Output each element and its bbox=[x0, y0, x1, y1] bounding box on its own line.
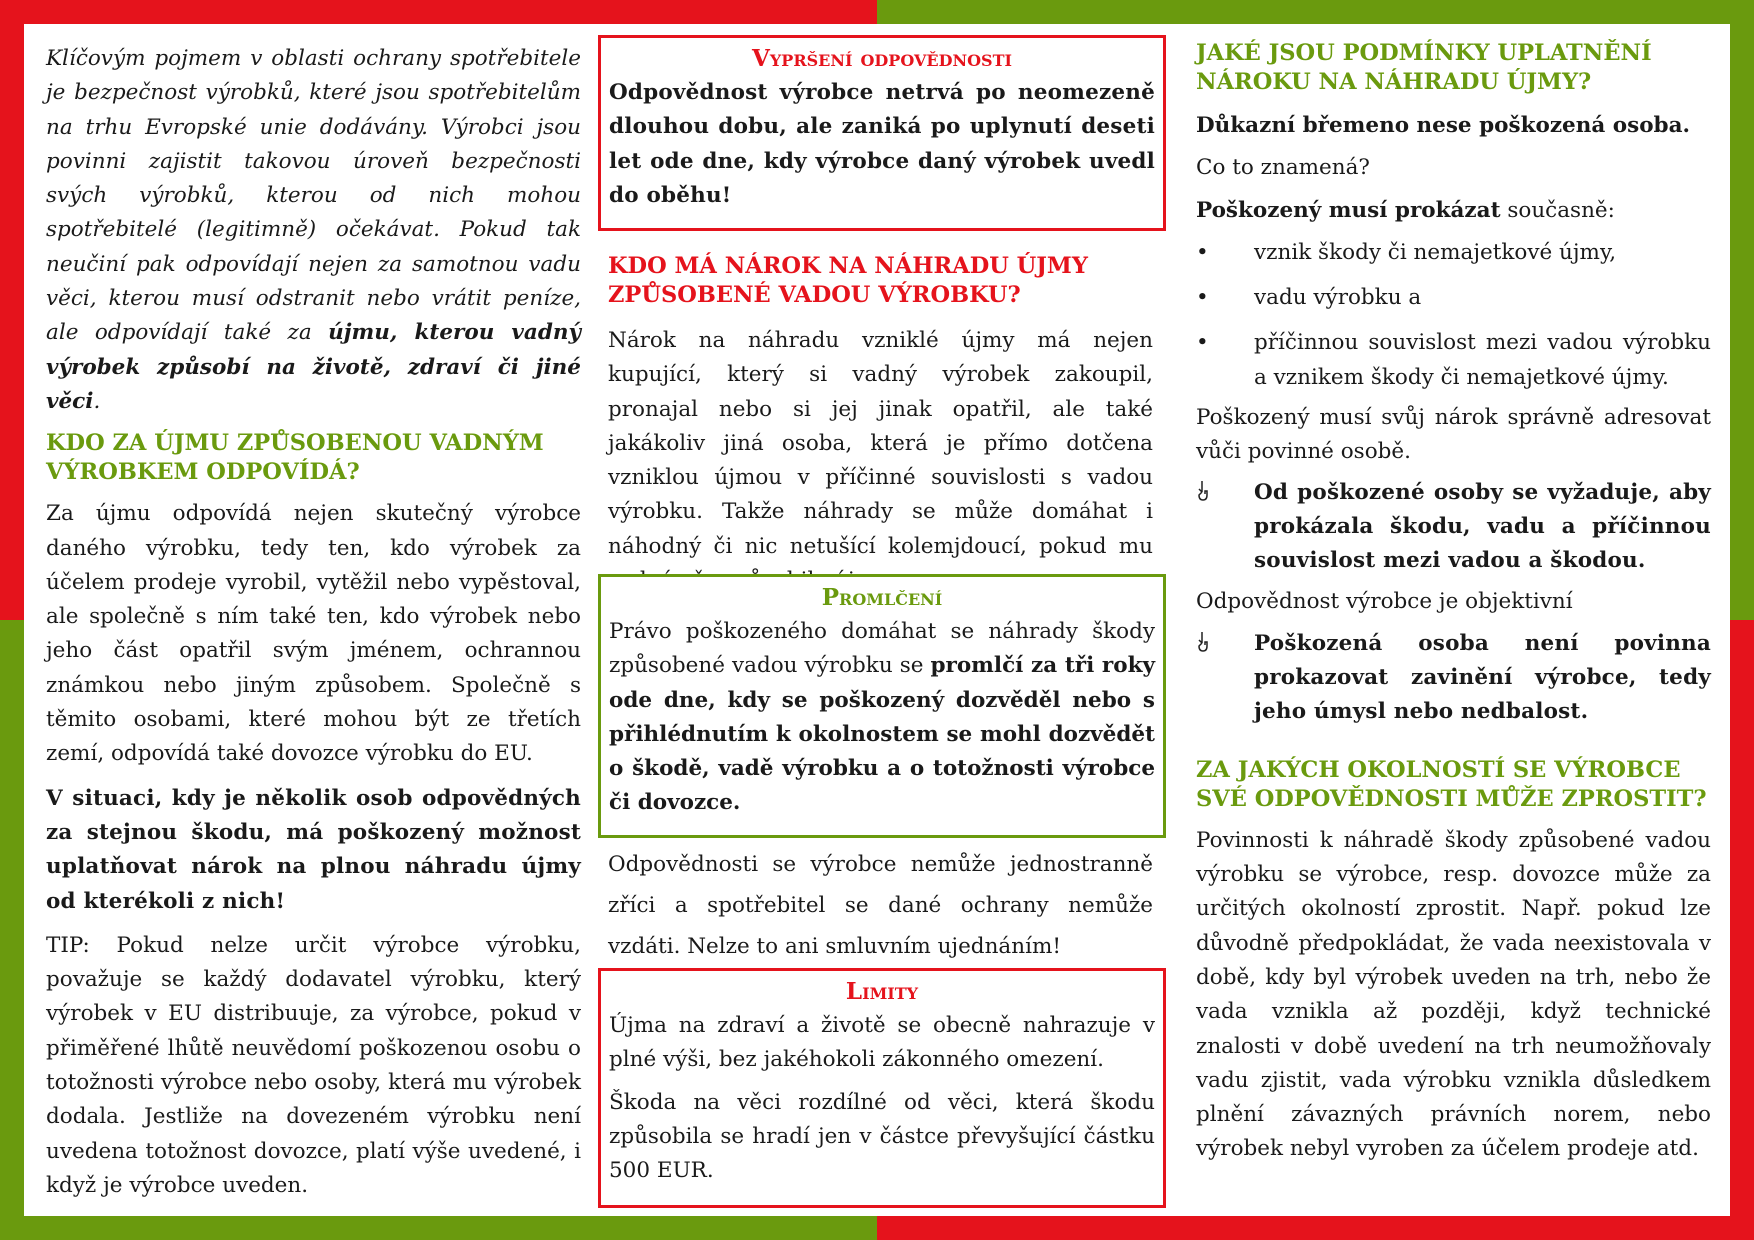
frame-bottom-right bbox=[877, 1216, 1754, 1240]
frame-left-bottom bbox=[0, 620, 24, 1240]
tip-paragraph: TIP: Pokud nelze určit výrobce výrobku, považuje se každý dodavatel výrobku, který výrobek v EU distribuuje, za výrobce, pokud v přiměřené lhůtě neuvědomí poškozenou osobu o totožnosti výrobce nebo osoby, která mu výrobek dodala. Jestliže na dovezeném výrobku není uvedena totožnost dovozce, platí výše uvedené, i když je výrobce uveden. bbox=[46, 932, 581, 1198]
hand-list-2 bbox=[1196, 627, 1711, 730]
burden-of-proof: Důkazní břemeno nese poškozená osoba. bbox=[1196, 113, 1690, 138]
box-expiry-title: Vypršení odpovědnosti bbox=[752, 45, 1012, 72]
column-left bbox=[46, 24, 581, 1203]
bullet-icon: • bbox=[1196, 330, 1209, 356]
box-expiry bbox=[598, 35, 1166, 231]
list-item: Od poškozené osoby se vyžaduje, aby prokázala škodu, vadu a příčinnou souvislost mezi vadou a škodou. bbox=[1196, 476, 1711, 579]
frame-left-top bbox=[0, 0, 24, 620]
hand-pointer-icon bbox=[1196, 476, 1210, 510]
frame-right-top bbox=[1730, 0, 1754, 620]
must-prove-intro: Poškozený musí prokázat současně: bbox=[1196, 197, 1615, 223]
list-item: • vadu výrobku a bbox=[1196, 281, 1711, 315]
box-expiry-text: Odpovědnost výrobce netrvá po neomezeně dlouhou dobu, ale zaniká po uplynutí deseti let ode dne, kdy výrobce daný výrobek uvedl do oběhu! bbox=[609, 80, 1155, 208]
box-limitation-text: Právo poškozeného domáhat se náhrady škody způsobené vadou výrobku se promlčí za tři roky ode dne, kdy se poškozený dozvěděl nebo s přihlédnutím k okolnostem se mohl dozvědět o škodě, vadě výrobku a o totožnosti výrobce či dovozce. bbox=[609, 619, 1155, 816]
frame-top-left bbox=[0, 0, 877, 24]
box-limits-text-1: Újma na zdraví a životě se obecně nahrazuje v plné výši, bez jakéhokoli zákonného omezení. bbox=[609, 1013, 1155, 1073]
hand-list-1 bbox=[1196, 476, 1711, 579]
frame-bottom-left bbox=[0, 1216, 877, 1240]
question-meaning: Co to znamená? bbox=[1196, 155, 1370, 181]
frame-right-bottom bbox=[1730, 620, 1754, 1240]
heading-who-entitled: KDO MÁ NÁROK NA NÁHRADU ÚJMY ZPŮSOBENÉ VADOU VÝROBKU? bbox=[608, 253, 1088, 308]
list-item: Poškozená osoba není povinna prokazovat zavinění výrobce, tedy jeho úmysl nebo nedbalost. bbox=[1196, 627, 1711, 730]
para-entitlement: Nárok na náhradu vzniklé újmy má nejen kupující, který si vadný výrobek zakoupil, pronajal nebo si jej jinak opatřil, ale také jakákoliv jiná osoba, která je přímo dotčena vzniklou újmou v příčinné souvislosti s vadou výrobku. Takže náhrady se může domáhat i náhodný či nic netušící kolemjdoucí, pokud mu bbox=[608, 328, 1153, 559]
box-limitation-bold: promlčí za tři roky ode dne, kdy se poškozený dozvěděl nebo s přihlédnutím k okolnostem se mohl dozvědět o škodě, vadě výrobku a o totožnosti výrobce či dovozce. bbox=[609, 653, 1155, 816]
box-limitation bbox=[598, 574, 1166, 838]
hand-pointer-icon bbox=[1196, 627, 1210, 661]
para-liable-parties: Za újmu odpovídá nejen skutečný výrobce daného výrobku, tedy ten, kdo výrobek za účelem prodeje vyrobil, vytěžil nebo vypěstoval, ale společně s ním také ten, kdo výrobek nebo jeho část opatřil svým jménem, ochrannou známkou nebo jiným způsobem. Společně s těmito osobami, které mohou být ze třetích zemí, odpovídá také dovozce výrobku do EU. bbox=[46, 501, 581, 767]
para-no-waiver: Odpovědnosti se výrobce nemůže jednostranně zříci a spotřebitel se dané ochrany nemůže vzdáti. Nelze to ani smluvním ujednáním! bbox=[608, 852, 1153, 959]
list-item: • příčinnou souvislost mezi vadou výrobku a vznikem škody či nemajetkové újmy. bbox=[1196, 326, 1711, 395]
bullet-icon: • bbox=[1196, 239, 1209, 265]
leaflet-page bbox=[24, 24, 1730, 1212]
must-prove-bold: Poškozený musí prokázat bbox=[1196, 197, 1501, 223]
heading-who-liable: KDO ZA ÚJMU ZPŮSOBENOU VADNÝM VÝROBKEM ODPOVÍDÁ? bbox=[46, 430, 544, 486]
intro-paragraph: Klíčovým pojmem v oblasti ochrany spotřebitele je bezpečnost výrobků, které jsou spotřebitelům na trhu Evropské unie dodávány. Výrobci jsou povinni zajistit takovou úroveň bezpečnosti svých výrobků, kterou od nich mohou spotřebitelé (legitimně) očekávat. Pokud tak neučiní pak odpovídají nejen za samotnou vadu věci, kterou musí odstranit nebo vrátit peníze, ale odpovídají také za újmu, kterou vadný výrobek způsobí na životě, zdraví či jiné věci. bbox=[46, 46, 582, 414]
para-multiple-persons: V situaci, kdy je několik osob odpovědných za stejnou škodu, má poškozený možnost uplatňovat nárok na plnou náhradu újmy od kterékoli z nich! bbox=[46, 785, 581, 914]
column-right bbox=[1196, 24, 1711, 1167]
para-exemption: Povinnosti k náhradě škody způsobené vadou výrobku se výrobce, resp. dovozce může za určitých okolností zprostit. Např. pokud lze důvodně předpokládat, že vada neexistovala v době, kdy byl výrobek uveden na trh, nebo že vada vznikla až později, když technické znalosti v době uvedení na trh neumožňovaly vadu zjistit, vada výrobku vznikla důsledkem plnění závazných právních norem, nebo výrobek nebyl vyroben za účelem prodeje atd. bbox=[1196, 827, 1711, 1162]
heading-conditions: JAKÉ JSOU PODMÍNKY UPLATNĚNÍ NÁROKU NA NÁHRADU ÚJMY? bbox=[1196, 40, 1652, 95]
box-limitation-title: Promlčení bbox=[821, 584, 943, 611]
box-limits-title: Limity bbox=[845, 978, 919, 1005]
box-limits-text-2: Škoda na věci rozdílné od věci, která škodu způsobila se hradí jen v částce převyšující částku 500 EUR. bbox=[609, 1089, 1155, 1184]
box-limits bbox=[598, 968, 1166, 1208]
heading-exemption: ZA JAKÝCH OKOLNOSTÍ SE VÝROBCE SVÉ ODPOVĚDNOSTI MŮŽE ZPROSTIT? bbox=[1196, 756, 1707, 812]
intro-bold: újmu, kterou vadný výrobek způsobí na životě, zdraví či jiné věci bbox=[46, 320, 582, 414]
list-item: • vznik škody či nemajetkové újmy, bbox=[1196, 236, 1711, 270]
proof-bullet-list bbox=[1196, 236, 1711, 395]
objective-liability: Odpovědnost výrobce je objektivní bbox=[1196, 588, 1573, 614]
frame-top-right bbox=[877, 0, 1754, 24]
bullet-icon: • bbox=[1196, 285, 1209, 311]
para-address-claim: Poškozený musí svůj nárok správně adresovat vůči povinné osobě. bbox=[1196, 405, 1711, 465]
